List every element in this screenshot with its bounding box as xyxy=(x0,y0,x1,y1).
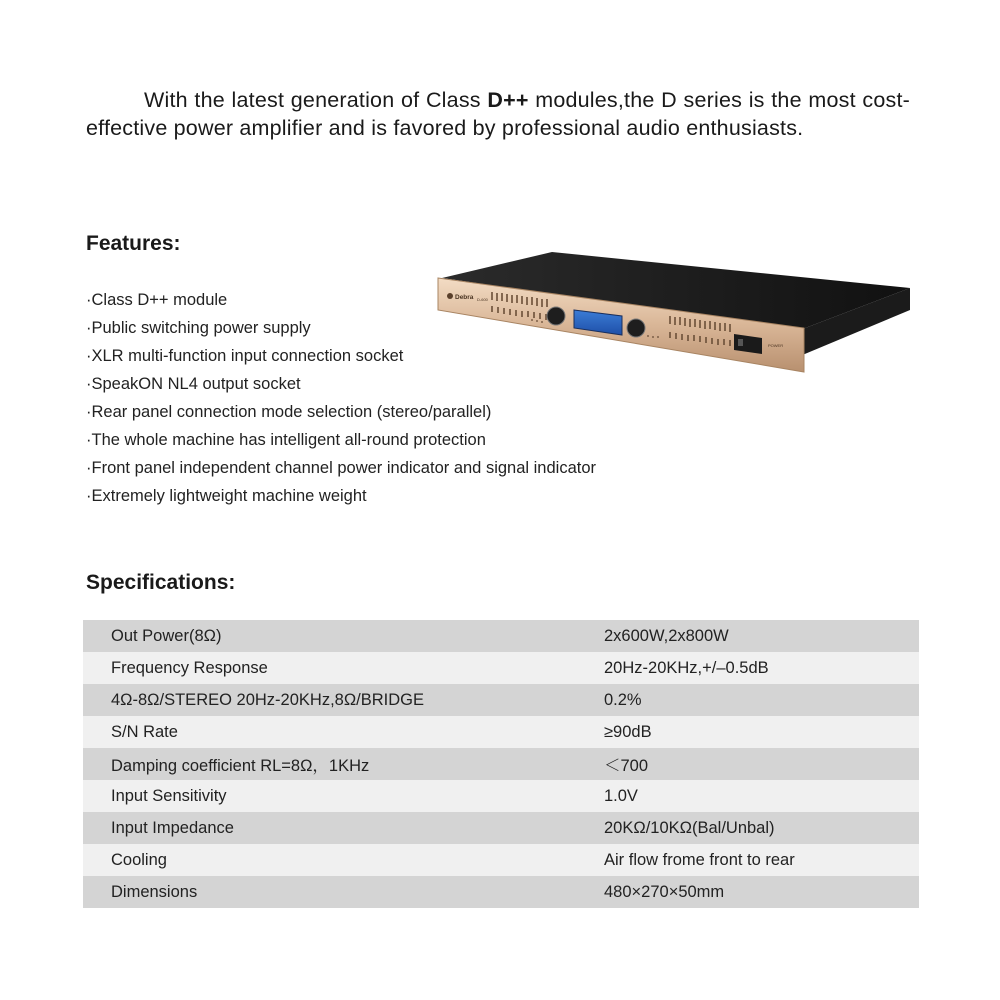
specifications-table xyxy=(83,620,919,908)
feature-item: ·Front panel independent channel power indicator and signal indicator xyxy=(86,459,597,477)
brand-logo: Debra xyxy=(455,294,474,301)
spec-param: Out Power(8Ω) xyxy=(83,620,604,652)
spec-value: ＜700 xyxy=(604,748,919,780)
table-row xyxy=(83,780,919,812)
spec-value: 20KΩ/10KΩ(Bal/Unbal) xyxy=(604,812,919,844)
feature-item: ·Public switching power supply xyxy=(86,319,311,337)
feature-item: ·The whole machine has intelligent all-round protection xyxy=(86,431,486,449)
spec-value: 0.2% xyxy=(604,684,919,716)
intro-paragraph xyxy=(86,86,910,142)
table-row xyxy=(83,620,919,652)
logo-mark xyxy=(447,293,453,299)
table-row xyxy=(83,652,919,684)
table-row xyxy=(83,844,919,876)
power-label: POWER xyxy=(768,343,784,348)
specifications-heading: Specifications: xyxy=(86,571,236,594)
feature-item: ·XLR multi-function input connection socket xyxy=(86,347,404,365)
table-row xyxy=(83,876,919,908)
volume-knob-right xyxy=(627,319,645,337)
spec-value: 1.0V xyxy=(604,780,919,812)
amplifier-product-image xyxy=(432,248,912,378)
feature-item: ·SpeakON NL4 output socket xyxy=(86,375,301,393)
table-row xyxy=(83,748,919,780)
spec-value: ≥90dB xyxy=(604,716,919,748)
spec-value: 20Hz-20KHz,+/–0.5dB xyxy=(604,652,919,684)
intro-text-before: With the latest generation of Class xyxy=(144,88,488,112)
spec-param: Dimensions xyxy=(83,876,604,908)
spec-param: 4Ω-8Ω/STEREO 20Hz-20KHz,8Ω/BRIDGE xyxy=(83,684,604,716)
spec-param: Frequency Response xyxy=(83,652,604,684)
spec-value: 2x600W,2x800W xyxy=(604,620,919,652)
power-switch-rocker xyxy=(738,339,743,346)
spec-param: S/N Rate xyxy=(83,716,604,748)
intro-text-after: modules,the D series is the most cost-effective power amplifier and is favored by professional audio enthusiasts. xyxy=(86,88,910,140)
spec-value: 480×270×50mm xyxy=(604,876,919,908)
spec-param: Cooling xyxy=(83,844,604,876)
table-row xyxy=(83,812,919,844)
feature-item: ·Class D++ module xyxy=(86,291,228,309)
table-row xyxy=(83,684,919,716)
spec-param: Damping coefficient RL=8Ω，1KHz xyxy=(83,748,604,780)
feature-item: ·Extremely lightweight machine weight xyxy=(86,487,367,505)
features-heading: Features: xyxy=(86,232,181,255)
volume-knob-left xyxy=(547,307,565,325)
spec-value: Air flow frome front to rear xyxy=(604,844,919,876)
feature-item: ·Rear panel connection mode selection (stereo/parallel) xyxy=(86,403,492,421)
spec-param: Input Sensitivity xyxy=(83,780,604,812)
intro-text-bold: D++ xyxy=(487,88,529,112)
table-row xyxy=(83,716,919,748)
model-label: D-600 xyxy=(477,297,488,302)
spec-param: Input Impedance xyxy=(83,812,604,844)
